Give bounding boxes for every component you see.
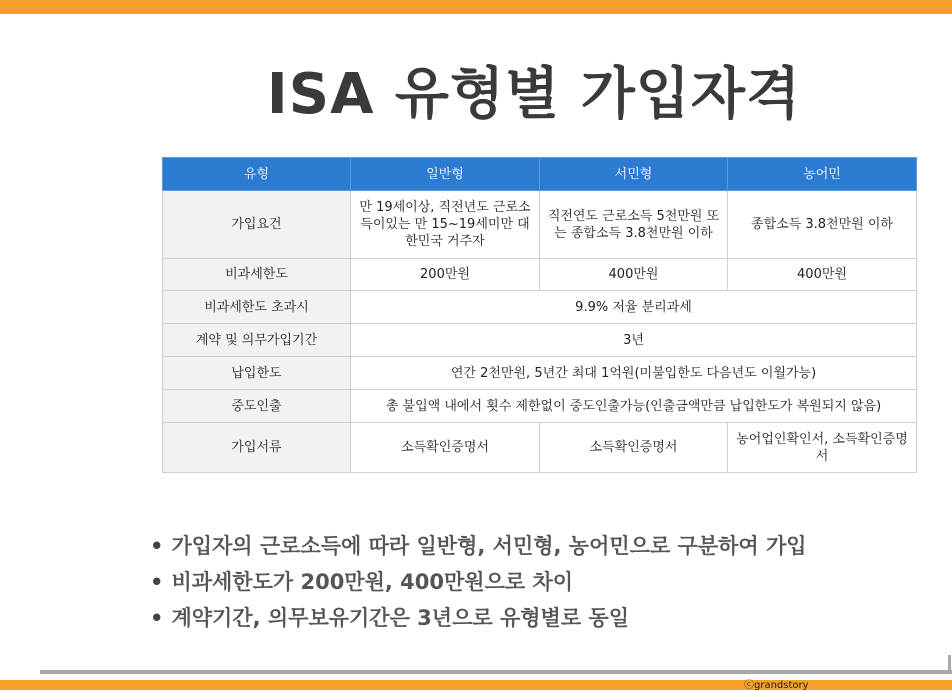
table-cell: 소득확인증명서 (351, 423, 540, 473)
table-cell: 400만원 (540, 259, 728, 291)
row-label: 납입한도 (163, 357, 351, 390)
footer-gray-line (40, 670, 952, 674)
table-row (163, 324, 917, 357)
copyright-credit: ⓒgrandstory (744, 680, 809, 691)
row-label: 가입서류 (163, 423, 351, 473)
table-row (163, 259, 917, 291)
footer-gray-line-end (948, 655, 951, 672)
row-label: 가입요건 (163, 191, 351, 259)
table-row (163, 191, 917, 259)
merged-cell: 총 불입액 내에서 횟수 제한없이 중도인출가능(인출금액만큼 납입한도가 복원되지 않음) (351, 390, 917, 423)
table-row (163, 390, 917, 423)
table-row (163, 291, 917, 324)
bullet-item: • 비과세한도가 200만원, 400만원으로 차이 (150, 564, 807, 600)
row-label: 비과세한도 (163, 259, 351, 291)
table-cell: 농어업인확인서, 소득확인증명서 (728, 423, 917, 473)
top-accent-bar (0, 0, 952, 14)
header-farmer: 농어민 (728, 158, 917, 191)
page-title: ISA 유형별 가입자격 (266, 62, 802, 127)
header-low-income: 서민형 (540, 158, 728, 191)
table-cell: 종합소득 3.8천만원 이하 (728, 191, 917, 259)
table-cell: 직전연도 근로소득 5천만원 또는 종합소득 3.8천만원 이하 (540, 191, 728, 259)
merged-cell: 연간 2천만원, 5년간 최대 1억원(미불입한도 다음년도 이월가능) (351, 357, 917, 390)
isa-eligibility-table (162, 157, 917, 473)
table-cell: 400만원 (728, 259, 917, 291)
header-type: 유형 (163, 158, 351, 191)
row-label: 비과세한도 초과시 (163, 291, 351, 324)
merged-cell: 9.9% 저율 분리과세 (351, 291, 917, 324)
summary-bullet-list (150, 528, 807, 636)
table-row (163, 423, 917, 473)
table-cell: 200만원 (351, 259, 540, 291)
bullet-item: • 계약기간, 의무보유기간은 3년으로 유형별로 동일 (150, 600, 807, 636)
row-label: 중도인출 (163, 390, 351, 423)
table-cell: 만 19세이상, 직전년도 근로소득이있는 만 15~19세미만 대한민국 거주자 (351, 191, 540, 259)
bottom-accent-bar (0, 680, 952, 690)
row-label: 계약 및 의무가입기간 (163, 324, 351, 357)
table-header-row (163, 158, 917, 191)
header-general: 일반형 (351, 158, 540, 191)
merged-cell: 3년 (351, 324, 917, 357)
table-row (163, 357, 917, 390)
table-cell: 소득확인증명서 (540, 423, 728, 473)
bullet-item: • 가입자의 근로소득에 따라 일반형, 서민형, 농어민으로 구분하여 가입 (150, 528, 807, 564)
